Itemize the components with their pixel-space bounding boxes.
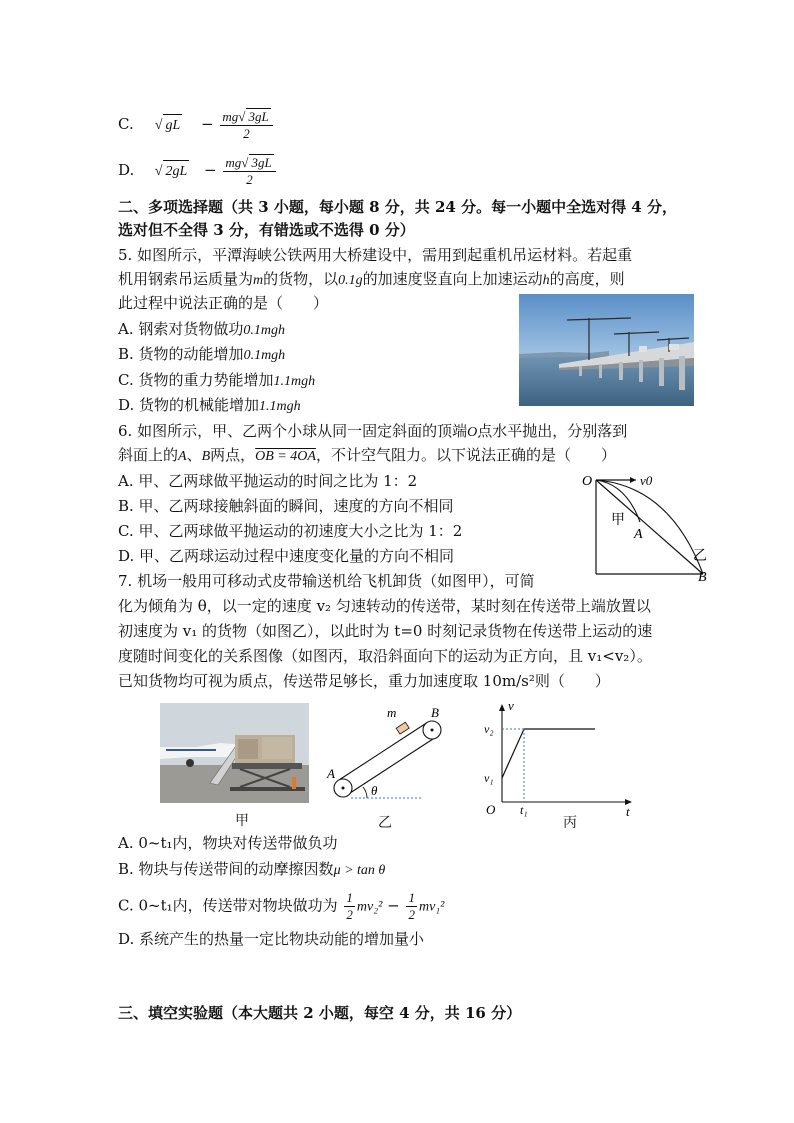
option-label: D. bbox=[118, 161, 135, 179]
airport-cargo-photo bbox=[160, 703, 309, 803]
q7-stem-line4: 度随时间变化的关系图像（如图丙，取沿斜面向下的运动为正方向，且 v₁<v₂）。 bbox=[118, 647, 652, 665]
q4-option-d: D. √ 2gL − $\frac{mg√ 3gL}{2}$ bbox=[118, 154, 278, 188]
q7-option-c: C. 0~t₁内，传送带对物块做功为 $\frac{1}{2}$ mv₂² − $\frac{1}{2}$ mv₁² bbox=[118, 890, 445, 922]
q5-option-c: C. 货物的重力势能增加1.1mgh bbox=[118, 371, 316, 389]
caption-bing: 丙 bbox=[563, 815, 577, 831]
q5-stem-line1: 5. 如图所示，平潭海峡公铁两用大桥建设中，需用到起重机吊运材料。若起重 bbox=[118, 246, 633, 264]
option-label: C. bbox=[118, 115, 134, 133]
caption-jia: 甲 bbox=[235, 813, 249, 829]
tick-v2: v₂ bbox=[484, 722, 494, 736]
section2-title-line1: 二、多项选择题（共 3 小题，每小题 8 分，共 24 分。每一小题中全选对得 4 分， bbox=[118, 198, 677, 216]
q7-option-a: A. 0~t₁内，物块对传送带做负功 bbox=[118, 834, 338, 852]
q4-option-c: C. √ gL − $\frac{mg√ 3gL}{2}$ bbox=[118, 108, 275, 142]
label-a: A bbox=[634, 527, 643, 542]
conveyor-belt-figure bbox=[323, 703, 453, 803]
q6-option-b: B. 甲、乙两球接触斜面的瞬间，速度的方向不相同 bbox=[118, 497, 454, 515]
q6-option-c: C. 甲、乙两球做平抛运动的初速度大小之比为 1：2 bbox=[118, 522, 463, 540]
q6-option-d: D. 甲、乙两球运动过程中速度变化量的方向不相同 bbox=[118, 547, 455, 565]
q5-option-d: D. 货物的机械能增加1.1mgh bbox=[118, 396, 301, 414]
q7-stem-line1: 7. 机场一般用可移动式皮带输送机给飞机卸货（如图甲），可简 bbox=[118, 572, 535, 590]
axis-label-v: v bbox=[508, 700, 514, 713]
fraction: $\frac{mg√ 3gL}{2}$ bbox=[220, 108, 272, 142]
q7-option-d: D. 系统产生的热量一定比物块动能的增加量小 bbox=[118, 930, 425, 948]
q6-stem-line1: 6. 如图所示，甲、乙两个小球从同一固定斜面的顶端O点水平抛出，分别落到 bbox=[118, 422, 628, 440]
sqrt-2gl: 2gL bbox=[163, 160, 189, 183]
section2-title-line2: 选对但不全得 3 分，有错选或不选得 0 分） bbox=[118, 221, 415, 239]
minus-sign: − bbox=[204, 161, 217, 179]
label-v0: v0 bbox=[640, 473, 653, 488]
label-theta: θ bbox=[371, 783, 378, 798]
minus-sign: − bbox=[201, 115, 214, 133]
velocity-time-graph bbox=[480, 700, 640, 820]
bridge-crane-photo bbox=[519, 294, 694, 406]
q5-stem-line3: 此过程中说法正确的是（ ） bbox=[118, 294, 329, 312]
label-yi: 乙 bbox=[693, 549, 707, 564]
q6-option-a: A. 甲、乙两球做平抛运动的时间之比为 1：2 bbox=[118, 472, 418, 490]
label-b: B bbox=[431, 705, 439, 720]
label-m: m bbox=[387, 705, 397, 720]
label-jia: 甲 bbox=[611, 513, 625, 528]
caption-yi: 乙 bbox=[378, 815, 392, 831]
q5-option-b: B. 货物的动能增加0.1mgh bbox=[118, 345, 286, 363]
label-o: O bbox=[582, 474, 593, 489]
q5-option-a: A. 钢索对货物做功0.1mgh bbox=[118, 320, 285, 338]
label-a: A bbox=[327, 766, 335, 781]
q7-stem-line5: 已知货物均可视为质点，传送带足够长，重力加速度取 10m/s²则（ ） bbox=[118, 672, 610, 690]
tick-t1: t₁ bbox=[520, 803, 528, 817]
q7-option-b: B. 物块与传送带间的动摩擦因数μ > tan θ bbox=[118, 860, 386, 878]
axis-label-t: t bbox=[626, 804, 630, 819]
incline-projectile-figure bbox=[578, 472, 718, 584]
fraction: $\frac{mg√ 3gL}{2}$ bbox=[223, 154, 275, 188]
q5-stem-line2: 机用钢索吊运质量为m的货物，以0.1g的加速度竖直向上加速运动h的高度，则 bbox=[118, 270, 625, 288]
origin-label: O bbox=[486, 802, 496, 817]
q7-stem-line2: 化为倾角为 θ，以一定的速度 v₂ 匀速转动的传送带，某时刻在传送带上端放置以 bbox=[118, 597, 651, 615]
q7-stem-line3: 初速度为 v₁ 的货物（如图乙），以此时为 t=0 时刻记录货物在传送带上运动的速 bbox=[118, 622, 653, 640]
tick-v1: v₁ bbox=[484, 771, 494, 785]
label-b: B bbox=[698, 570, 707, 584]
q6-stem-line2: 斜面上的A、B两点，OB = 4OA，不计空气阻力。以下说法正确的是（ ） bbox=[118, 446, 616, 464]
sqrt-gl: gL bbox=[163, 114, 182, 137]
section3-title: 三、填空实验题（本大题共 2 小题，每空 4 分，共 16 分） bbox=[118, 1004, 522, 1022]
